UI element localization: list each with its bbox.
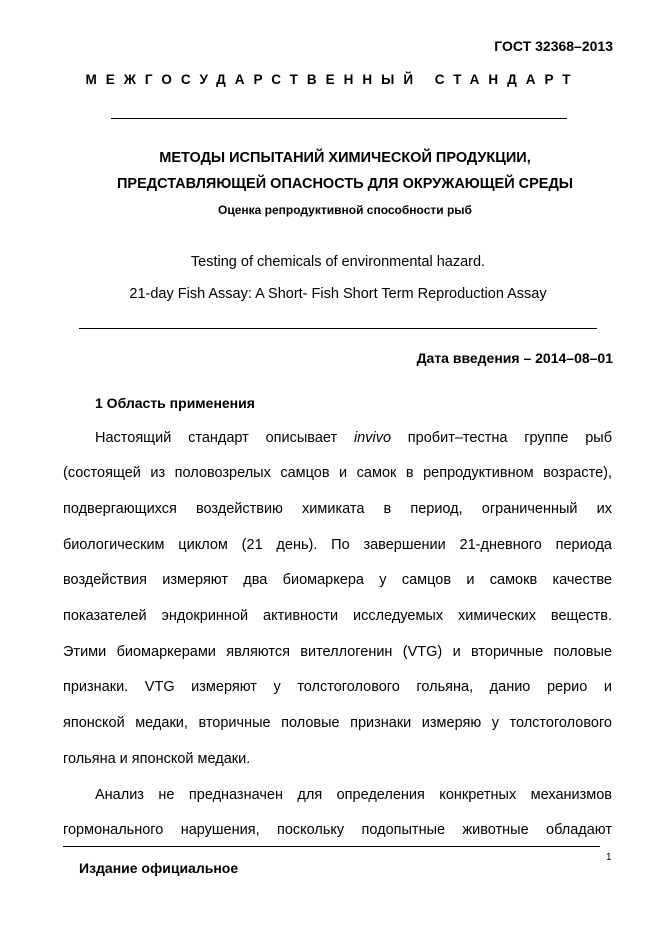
title-line-2: ПРЕДСТАВЛЯЮЩЕЙ ОПАСНОСТЬ ДЛЯ ОКРУЖАЮЩЕЙ СРЕДЫ: [117, 176, 573, 192]
paragraph-1-line-2: (состоящей из половозрелых самцов и самок в репродуктивном возрасте),: [63, 465, 612, 481]
title-line-1: МЕТОДЫ ИСПЫТАНИЙ ХИМИЧЕСКОЙ ПРОДУКЦИИ,: [159, 150, 531, 166]
p1-text-a: Настоящий стандарт описывает: [95, 430, 354, 446]
paragraph-2-line-1: Анализ не предназначен для определения конкретных механизмов: [95, 787, 612, 803]
paragraph-1-line-4: биологическим циклом (21 день). По завершении 21-дневного периода: [63, 537, 612, 553]
gost-number: ГОСТ 32368–2013: [494, 38, 613, 54]
footer-divider-thin: [201, 846, 600, 847]
introduction-date: Дата введения – 2014–08–01: [416, 350, 613, 366]
paragraph-2-line-2: гормонального нарушения, поскольку подопытные животные обладают: [63, 822, 612, 838]
paragraph-1-line-10: гольяна и японской медаки.: [63, 751, 251, 767]
paragraph-1-line-7: Этими биомаркерами являются вителлогенин (VTG) и вторичные половые: [63, 644, 612, 660]
page-number: 1: [606, 852, 612, 863]
edition-label: Издание официальное: [79, 860, 239, 876]
paragraph-1-line-9: японской медаки, вторичные половые признаки измеряю у толстоголового: [63, 715, 612, 731]
english-title-line-1: Testing of chemicals of environmental hazard.: [190, 254, 486, 270]
p1-italic-term: invivo: [353, 430, 392, 446]
title-divider: [111, 118, 567, 119]
english-title-divider: [79, 328, 597, 329]
subtitle: Оценка репродуктивной способности рыб: [218, 203, 472, 217]
section-heading: 1 Область применения: [95, 395, 255, 411]
paragraph-1-line-3: подвергающихся воздействию химиката в период, ограниченный их: [63, 501, 612, 517]
paragraph-1-line-8: признаки. VTG измеряют у толстоголового гольяна, данио рерио и: [63, 679, 612, 695]
paragraph-1-line-6: показателей эндокринной активности исследуемых химических веществ.: [63, 608, 612, 624]
standard-type: МЕЖГОСУДАРСТВЕННЫЙ СТАНДАРТ: [85, 72, 580, 87]
footer-divider-thick: [63, 846, 201, 847]
paragraph-1-line-5: воздействия измеряют два биомаркера у самцов и самокв качестве: [63, 572, 612, 588]
english-title-line-2: 21-day Fish Assay: A Short- Fish Short Term Reproduction Assay: [129, 286, 547, 302]
p1-text-b: пробит–тестна группе рыб: [391, 430, 613, 446]
paragraph-1-line-1: [95, 430, 612, 446]
